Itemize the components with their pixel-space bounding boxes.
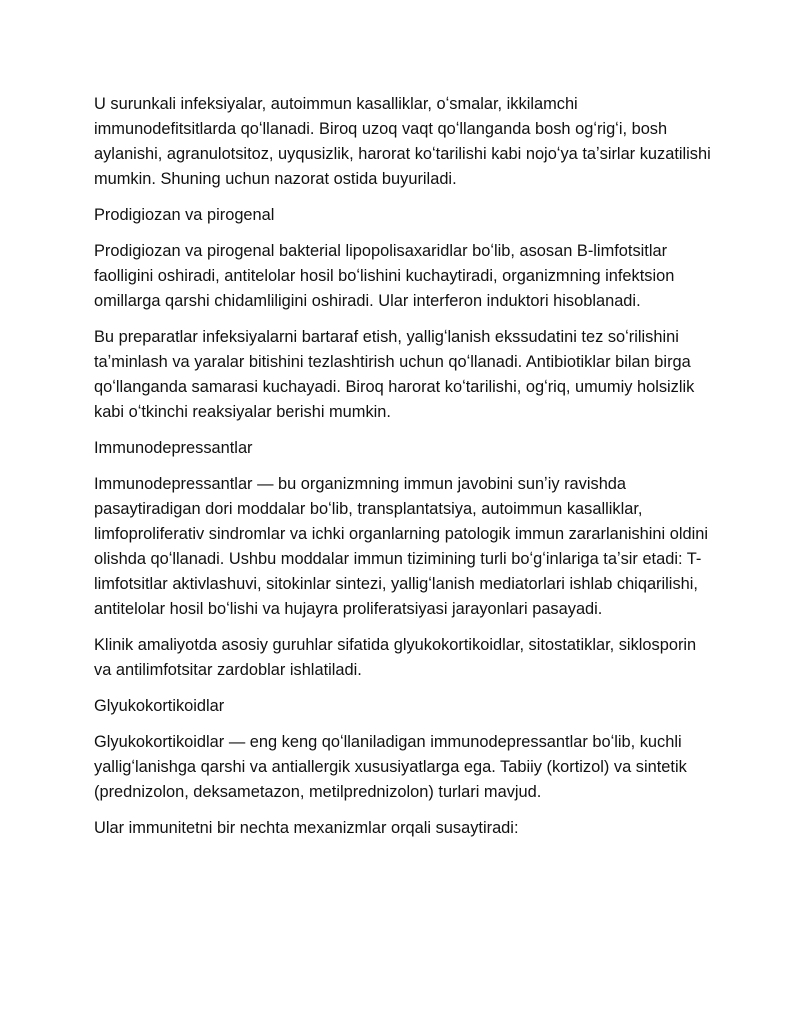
document-page bbox=[94, 92, 714, 852]
paragraph-glucocorticoid-description: Glyukokortikoidlar — eng keng qoʻllaniladigan immunodepressantlar boʻlib, kuchli yalligʻlanishga qarshi va antiallergik xususiyatlarga ega. Tabiiy (kortizol) va sintetik (prednizolon, deksametazon, metilprednizolon) turlari mavjud. bbox=[94, 733, 687, 801]
paragraph-glucocorticoid-mechanisms-intro: Ular immunitetni bir nechta mexanizmlar orqali susaytiradi: bbox=[94, 819, 519, 837]
paragraph-prodigiozan-description: Prodigiozan va pirogenal bakterial lipopolisaxaridlar boʻlib, asosan B-limfotsitlar faolligini oshiradi, antitelolar hosil boʻlishini kuchaytiradi, organizmning infektsion omillarga qarshi chidamliligini oshiradi. Ular interferon induktori hisoblanadi. bbox=[94, 242, 675, 310]
heading-glyukokortikoidlar: Glyukokortikoidlar bbox=[94, 697, 225, 715]
paragraph-immunomodulator-usage: U surunkali infeksiyalar, autoimmun kasalliklar, oʻsmalar, ikkilamchi immunodefitsitlarda qoʻllanadi. Biroq uzoq vaqt qoʻllanganda bosh ogʻrigʻi, bosh aylanishi, agranulotsitoz, uyqusizlik, harorat koʻtarilishi kabi nojoʻya taʼsirlar kuzatilishi mumkin. Shuning uchun nazorat ostida buyuriladi. bbox=[94, 95, 711, 188]
paragraph-immunodepressant-definition: Immunodepressantlar — bu organizmning immun javobini sunʼiy ravishda pasaytiradigan dori moddalar boʻlib, transplantatsiya, autoimmun kasalliklar, limfoproliferativ sindromlar va ichki organlarning patologik immun zararlanishini oldini olishda qoʻllanadi. Ushbu moddalar immun tizimining turli boʻgʻinlariga taʼsir etadi: T-limfotsitlar aktivlashuvi, sitokinlar sintezi, yalligʻlanish mediatorlari ishlab chiqarilishi, antitelolar hosil boʻlishi va hujayra proliferatsiyasi jarayonlari pasayadi. bbox=[94, 475, 709, 618]
heading-prodigiozan-pirogenal: Prodigiozan va pirogenal bbox=[94, 206, 275, 224]
paragraph-immunodepressant-groups: Klinik amaliyotda asosiy guruhlar sifatida glyukokortikoidlar, sitostatiklar, siklosporin va antilimfotsitar zardoblar ishlatiladi. bbox=[94, 636, 697, 679]
heading-immunodepressantlar: Immunodepressantlar bbox=[94, 439, 253, 457]
paragraph-prodigiozan-usage: Bu preparatlar infeksiyalarni bartaraf etish, yalligʻlanish ekssudatini tez soʻrilishini taʼminlash va yaralar bitishini tezlashtirish uchun qoʻllanadi. Antibiotiklar bilan birga qoʻllanganda samarasi kuchayadi. Biroq harorat koʻtarilishi, ogʻriq, umumiy holsizlik kabi oʻtkinchi reaksiyalar berishi mumkin. bbox=[94, 328, 695, 421]
